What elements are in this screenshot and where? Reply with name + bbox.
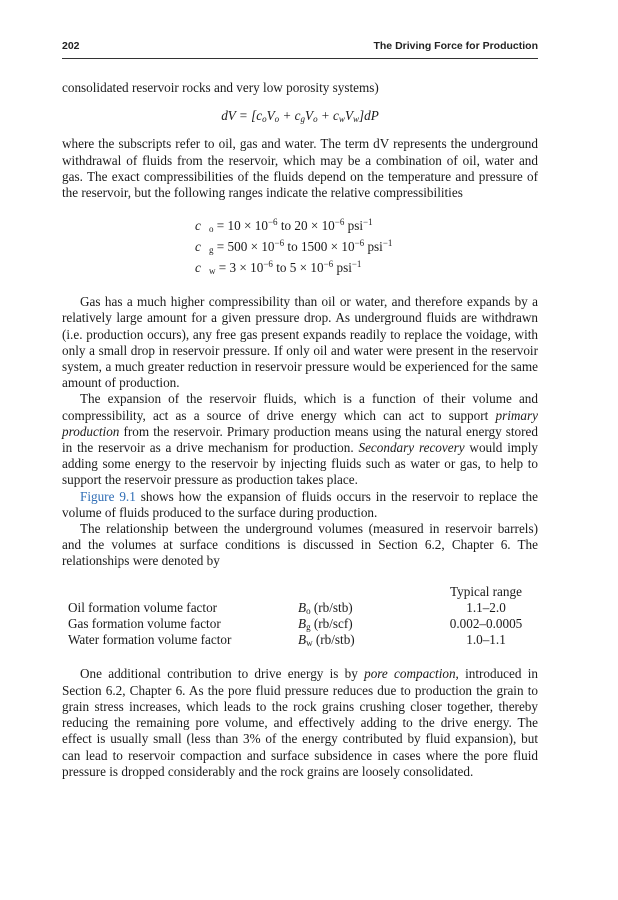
- range-gas: c $_g = 500 \times 10^{-6}$ to $1500 \times 10^{-6}$ psi$^{-1}$: [195, 238, 393, 256]
- table-row: Oil formation volume factor $B_o$ (rb/stb) 1.1–2.0: [68, 599, 506, 616]
- figure-link[interactable]: Figure 9.1: [80, 488, 136, 504]
- running-title: The Driving Force for Production: [373, 40, 538, 52]
- table-header-row: [68, 584, 534, 600]
- running-header: [62, 40, 538, 56]
- header-rule: [62, 58, 538, 59]
- paragraph-gas: Gas has a much higher compressibility than oil or water, and therefore expands by a relatively large amount for a given pressure drop. As underground fluids are withdrawn (i.e. production occurs), any free gas present expands readily to replace the voidage, with only a small drop in reservoir pressure. If only oil and water were present in the reservoir system, a much greater reduction in reservoir pressure would be experienced for the same amount of production.: [62, 294, 538, 391]
- range-water: c $_w = 3 \times 10^{-6}$ to $5 \times 10^{-6}$ psi$^{-1}$: [195, 259, 362, 277]
- paragraph-relationship: The relationship between the underground volumes (measured in reservoir barrels) and the volumes at surface conditions is discussed in Section 6.2, Chapter 6. The relationships were denoted by: [62, 521, 538, 569]
- compressibility-ranges: [195, 215, 538, 278]
- paragraph-where: where the subscripts refer to oil, gas and water. The term dV represents the underground withdrawal of fluids from the reservoir, which may be a combination of oil, water and gas. The exact compressibilities of the fluids depend on the temperature and pressure of the reservoir, but the following ranges indicate the relative compressibilities: [62, 136, 538, 201]
- table-row: Gas formation volume factor $B_g$ (rb/scf) 0.002–0.0005: [68, 616, 523, 633]
- paragraph-pore-compaction: One additional contribution to drive energy is by pore compaction, introduced in Section 6.2, Chapter 6. As the pore fluid pressure reduces due to production the grain to grain stress increases, which leads to the rock grains crushing closer together, thereby reducing the remaining pore volume, and effectively adding to the drive energy. The effect is usually small (less than 3% of the energy contributed by fluid expansion), but can lead to reservoir compaction and surface subsidence in cases where the pore fluid pressure is dropped considerably and the rock grains are loosely consolidated.: [62, 666, 538, 779]
- body-text: [62, 80, 538, 780]
- equation-dv: dV = $[c_oV_o + c_gV_o + c_wV_w]dP$: [221, 108, 379, 125]
- intro-line: consolidated reservoir rocks and very low porosity systems): [62, 80, 379, 95]
- range-oil: c $_o = 10 \times 10^{-6}$ to $20 \times 10^{-6}$ psi$^{-1}$: [195, 217, 373, 235]
- page-number: 202: [62, 40, 80, 52]
- table-row: Water formation volume factor $B_w$ (rb/stb) 1.0–1.1: [68, 632, 506, 649]
- paragraph-expansion: The expansion of the reservoir fluids, which is a function of their volume and compressibility, act as a source of drive energy which can act to support primary production from the reservoir. Primary production means using the natural energy stored in the reservoir as a drive mechanism for production. Secondary recovery would imply adding some energy to the reservoir by injecting fluids such as water or gas, to help to support the reservoir pressure as production takes place.: [62, 391, 538, 488]
- formation-volume-table: [68, 584, 534, 649]
- typical-range-header: Typical range: [450, 583, 522, 599]
- paragraph-figure: Figure 9.1 shows how the expansion of fluids occurs in the reservoir to replace the volume of fluids produced to the surface during production.: [62, 488, 538, 520]
